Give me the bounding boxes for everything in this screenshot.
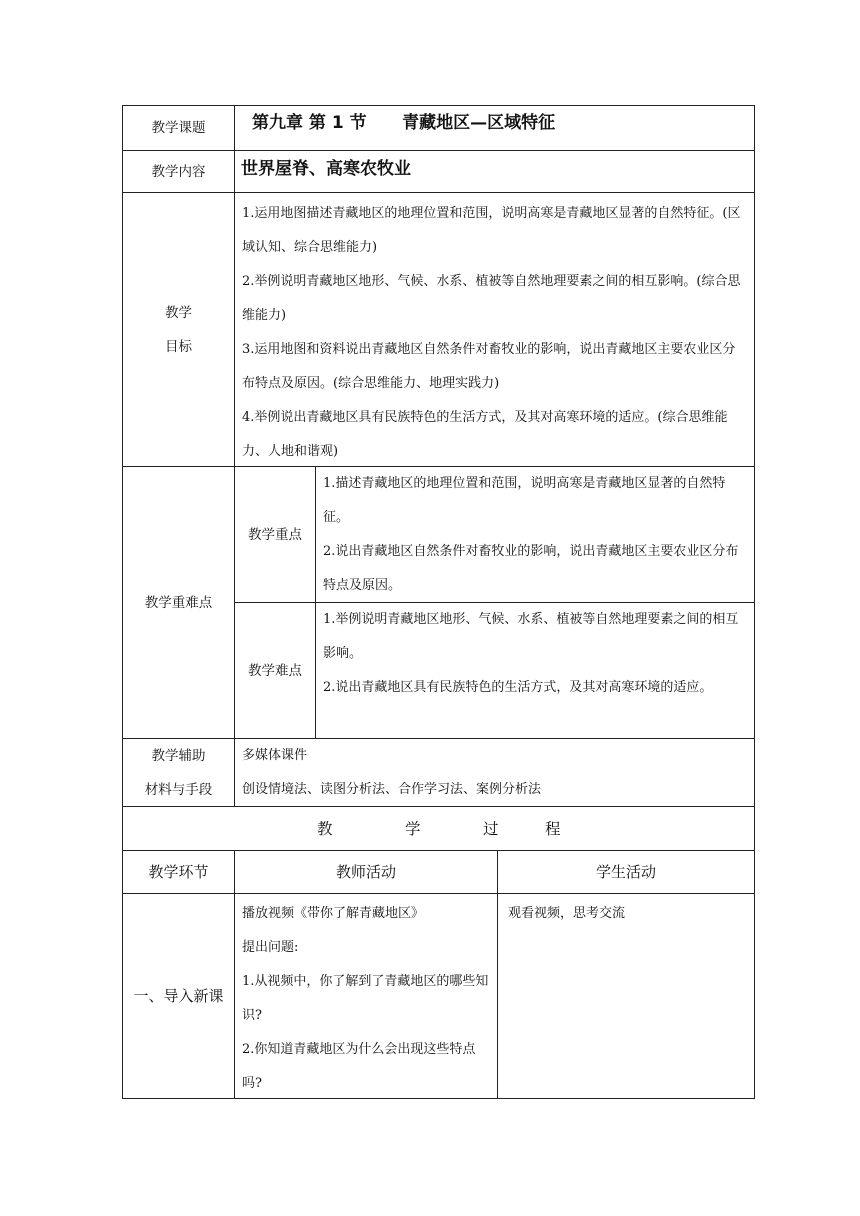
goals-label-line-1: 教学 <box>165 304 192 321</box>
difficulty-list <box>316 603 754 738</box>
keypoints-label: 教学重难点 <box>144 594 213 611</box>
goals-list <box>235 197 754 466</box>
topic-label: 教学课题 <box>151 120 206 136</box>
goal-item: 3.运用地图和资料说出青藏地区自然条件对畜牧业的影响，说出青藏地区主要农业区分布特点及原因。(综合思维能力、地理实践力) <box>242 342 736 391</box>
teacher-activity-line: 提出问题: <box>242 940 299 955</box>
goal-item: 1.运用地图描述青藏地区的地理位置和范围，说明高寒是青藏地区显著的自然特征。(区域认知、综合思维能力) <box>242 206 741 255</box>
table-border <box>754 105 755 1099</box>
aids-label-line-1: 教学辅助 <box>151 747 206 764</box>
process-heading <box>123 807 754 850</box>
topic-value: 第九章 第 1 节 青藏地区—区域特征 <box>252 113 556 133</box>
process-char: 学 <box>405 819 421 838</box>
difficulty-item: 2.说出青藏地区具有民族特色的生活方式，及其对高寒环境的适应。 <box>323 680 713 695</box>
col-student-header: 学生活动 <box>595 863 656 881</box>
aids-line: 创设情境法、读图分析法、合作学习法、案例分析法 <box>242 782 542 797</box>
difficulty-label: 教学难点 <box>248 662 302 679</box>
aids-label <box>123 739 234 806</box>
aids-line: 多媒体课件 <box>242 748 308 763</box>
teacher-activity-line: 2.你知道青藏地区为什么会出现这些特点吗? <box>242 1042 476 1091</box>
student-activity-1: 观看视频，思考交流 <box>508 906 626 921</box>
difficulty-item: 1.举例说明青藏地区地形、气候、水系、植被等自然地理要素之间的相互影响。 <box>323 612 739 661</box>
content-label: 教学内容 <box>151 163 206 180</box>
teacher-activity-line: 播放视频《带你了解青藏地区》 <box>242 906 425 921</box>
goals-label-line-2: 目标 <box>165 338 192 355</box>
process-char: 过 <box>483 819 499 838</box>
focus-list <box>316 467 754 602</box>
col-stage-header: 教学环节 <box>148 863 209 881</box>
col-teacher-header: 教师活动 <box>335 863 396 881</box>
goal-item: 2.举例说明青藏地区地形、气候、水系、植被等自然地理要素之间的相互影响。(综合思维能力) <box>242 274 741 323</box>
aids-label-line-2: 材料与手段 <box>144 781 213 798</box>
focus-label: 教学重点 <box>248 526 302 543</box>
aids-content <box>235 739 754 806</box>
teacher-activity-line: 1.从视频中，你了解到了青藏地区的哪些知识? <box>242 974 489 1023</box>
content-value: 世界屋脊、高寒农牧业 <box>241 159 411 179</box>
goal-item: 4.举例说出青藏地区具有民族特色的生活方式，及其对高寒环境的适应。(综合思维能力、人地和谐观) <box>242 410 728 459</box>
stage-1-label: 一、导入新课 <box>133 987 224 1005</box>
goals-label <box>123 193 234 466</box>
process-char: 教 <box>317 819 333 838</box>
focus-item: 2.说出青藏地区自然条件对畜牧业的影响，说出青藏地区主要农业区分布特点及原因。 <box>323 544 739 593</box>
focus-item: 1.描述青藏地区的地理位置和范围，说明高寒是青藏地区显著的自然特征。 <box>323 476 726 525</box>
teacher-activity-1 <box>235 897 497 1098</box>
process-char: 程 <box>545 819 561 838</box>
